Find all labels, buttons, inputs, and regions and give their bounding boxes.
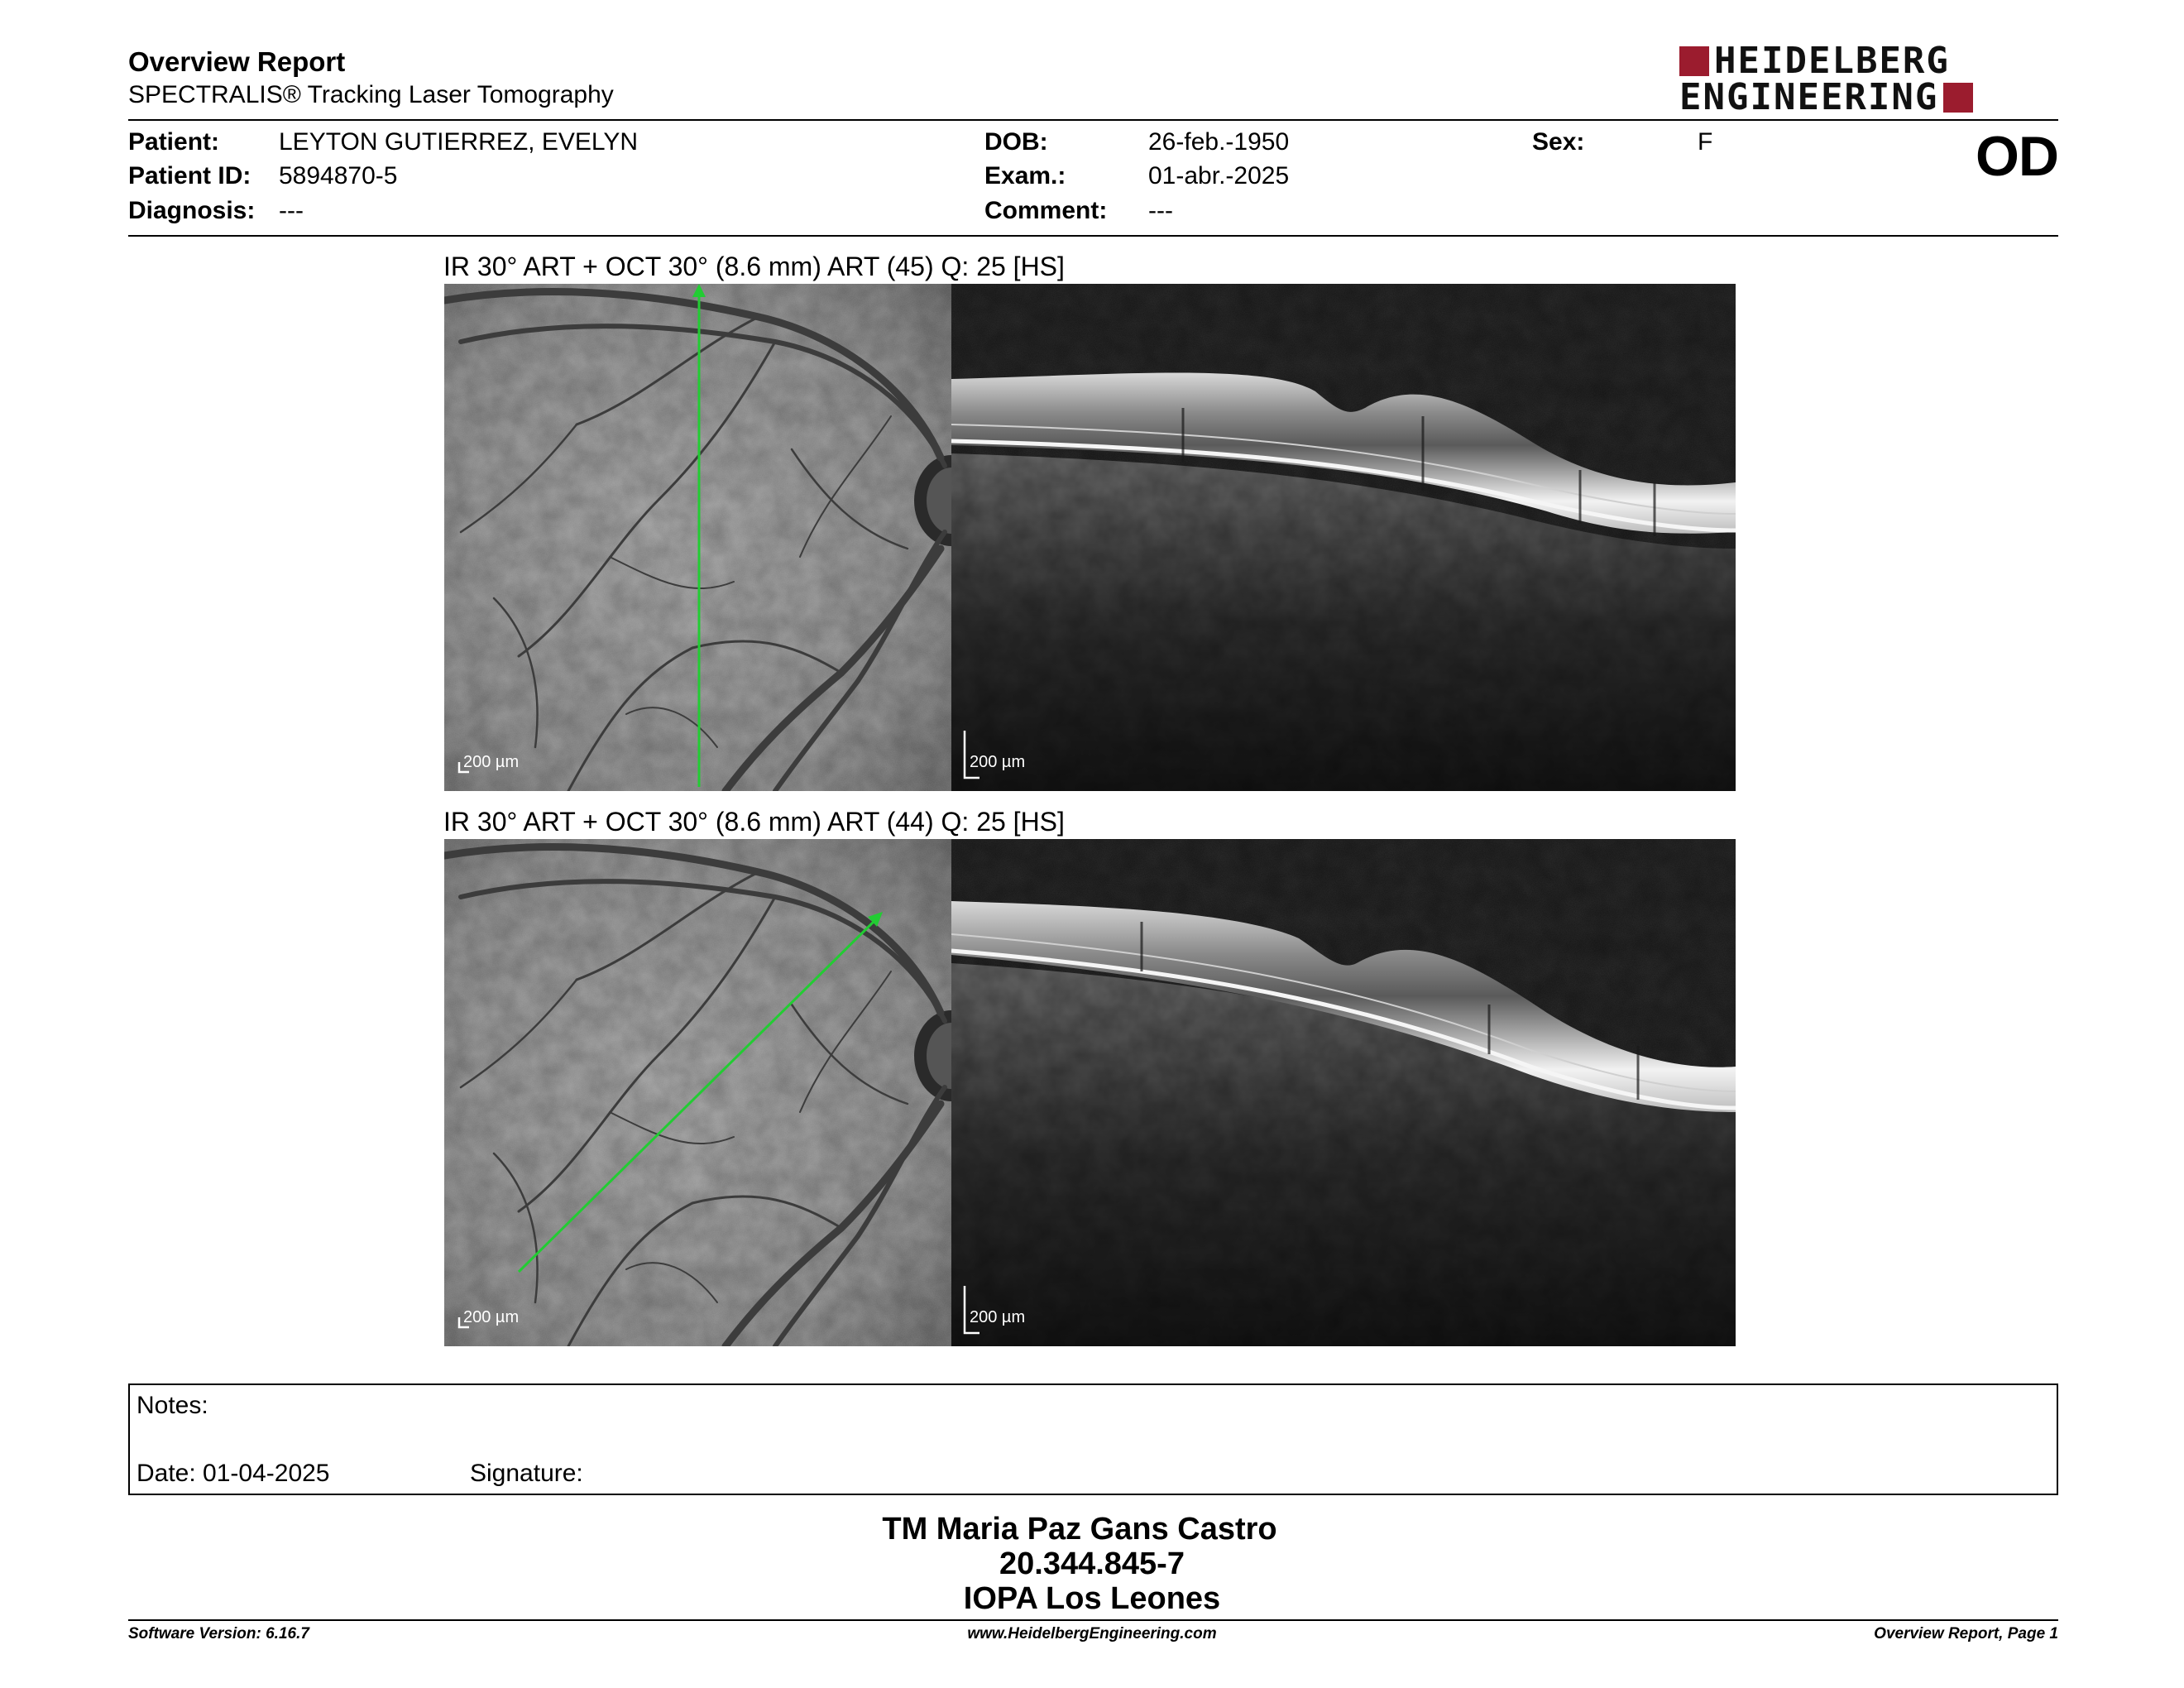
scale-label: 200 µm: [970, 1308, 1026, 1326]
diagnosis-value: ---: [279, 197, 304, 224]
signer-place: IOPA Los Leones: [963, 1581, 1221, 1616]
fundus-image: [444, 284, 951, 791]
patient-name: LEYTON GUTIERREZ, EVELYN: [279, 128, 638, 156]
diagnosis-label: Diagnosis:: [128, 197, 256, 224]
website-link[interactable]: www.HeidelbergEngineering.com: [967, 1625, 1217, 1642]
report-title: Overview Report: [128, 46, 346, 77]
logo-line1: HEIDELBERG: [1714, 40, 1950, 82]
patient-label: Patient:: [128, 128, 220, 156]
info-divider: [128, 235, 2058, 237]
scan-caption: IR 30° ART + OCT 30° (8.6 mm) ART (45) Q: 25 [HS]: [443, 252, 1065, 281]
notes-box: [128, 1383, 2058, 1495]
exam-label: Exam.:: [984, 162, 1066, 189]
comment-value: ---: [1148, 197, 1173, 224]
comment-label: Comment:: [984, 197, 1108, 224]
sex-value: F: [1698, 128, 1713, 156]
eye-indicator: OD: [1976, 125, 2058, 188]
software-version: Software Version: 6.16.7: [128, 1625, 309, 1642]
logo-line2: ENGINEERING: [1679, 76, 1939, 118]
logo-square-icon: [1943, 83, 1973, 113]
scale-label: 200 µm: [970, 753, 1026, 771]
sex-label: Sex:: [1532, 128, 1585, 156]
fundus-image: [444, 839, 951, 1346]
oct-bscan-image: [951, 839, 1736, 1346]
heidelberg-logo: [1679, 40, 2060, 118]
exam-value: 01-abr.-2025: [1148, 162, 1290, 189]
dob-label: DOB:: [984, 128, 1048, 156]
signer-name: TM Maria Paz Gans Castro: [882, 1512, 1277, 1547]
date-label: Date: 01-04-2025: [136, 1460, 330, 1487]
report-subtitle: SPECTRALIS® Tracking Laser Tomography: [128, 81, 614, 108]
oct-bscan-image: [951, 284, 1736, 791]
dob-value: 26-feb.-1950: [1148, 128, 1290, 156]
signer-id: 20.344.845-7: [999, 1547, 1185, 1581]
scale-label: 200 µm: [463, 1308, 520, 1326]
scale-label: 200 µm: [463, 753, 520, 771]
logo-square-icon: [1679, 46, 1709, 76]
patient-id: 5894870-5: [279, 162, 398, 189]
patient-id-label: Patient ID:: [128, 162, 251, 189]
page-indicator: Overview Report, Page 1: [1874, 1625, 2058, 1642]
footer-divider: [128, 1619, 2058, 1621]
signature-label: Signature:: [470, 1460, 583, 1487]
header-divider: [128, 119, 2058, 121]
scan-caption: IR 30° ART + OCT 30° (8.6 mm) ART (44) Q: 25 [HS]: [443, 807, 1065, 837]
notes-label: Notes:: [136, 1392, 208, 1419]
